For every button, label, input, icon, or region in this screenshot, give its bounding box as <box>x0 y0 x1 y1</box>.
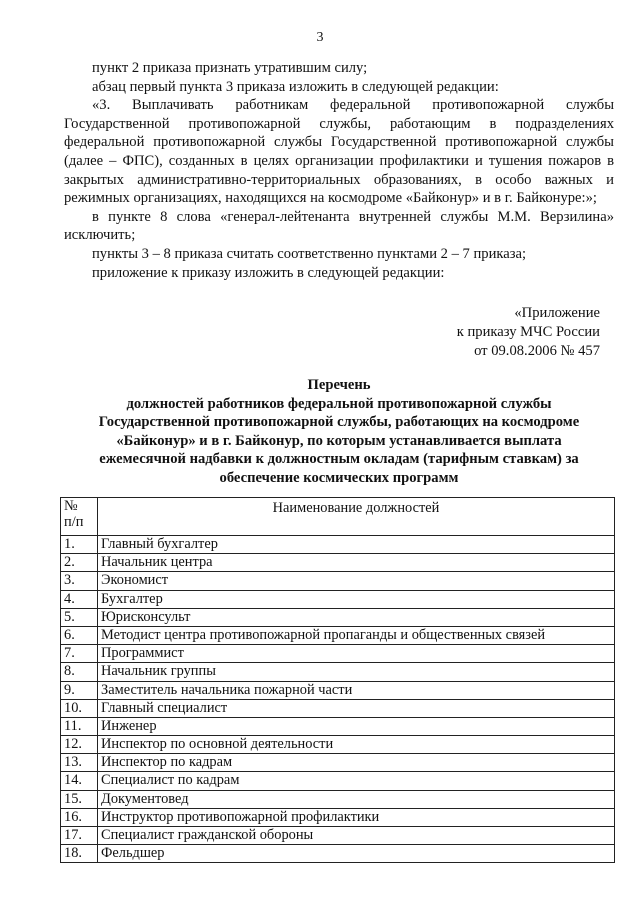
table-row <box>61 845 615 863</box>
appendix-reference <box>457 304 600 361</box>
row-position-name: Начальник центра <box>98 554 615 572</box>
table-row <box>61 790 615 808</box>
row-number: 2. <box>61 554 98 572</box>
paragraph: в пункте 8 слова «генерал-лейтенанта внутренней службы М.М. Верзилина» исключить; <box>64 208 614 244</box>
title-line: обеспечение космических программ <box>219 469 459 486</box>
row-number: 13. <box>61 754 98 772</box>
paragraph-quoted-clause: «3. Выплачивать работникам федеральной противопожарной службы Государственной противопожарной службы, работающим в подразделениях федеральной противопожарной службы Государственной противопожарной службы (далее – ФПС), созданных в целях организации профилактики и тушения пожаров в закрытых административно-территориальных образованиях, в особо важных и режимных организациях, находящихся на космодроме «Байконур» и в г. Байконуре:»; <box>64 97 614 207</box>
title-line: Перечень <box>307 377 371 393</box>
table-row <box>61 754 615 772</box>
row-position-name: Инспектор по кадрам <box>98 754 615 772</box>
row-position-name: Инструктор противопожарной профилактики <box>98 808 615 826</box>
row-number: 10. <box>61 699 98 717</box>
table-row <box>61 827 615 845</box>
row-position-name: Методист центра противопожарной пропаганды и общественных связей <box>98 626 615 644</box>
title-line: ежемесячной надбавки к должностным окладам (тарифным ставкам) за <box>99 451 579 468</box>
row-position-name: Начальник группы <box>98 663 615 681</box>
row-number: 5. <box>61 608 98 626</box>
row-position-name: Инженер <box>98 717 615 735</box>
row-position-name: Специалист по кадрам <box>98 772 615 790</box>
title-line: должностей работников федеральной противопожарной службы <box>126 395 552 412</box>
table-row <box>61 554 615 572</box>
header-number <box>61 498 98 536</box>
title-line: Государственной противопожарной службы, работающих на космодроме <box>98 414 580 431</box>
positions-table <box>60 497 615 863</box>
table-row <box>61 608 615 626</box>
appendix-line: к приказу МЧС России <box>456 324 600 340</box>
row-number: 3. <box>61 572 98 590</box>
body-text <box>64 59 614 282</box>
table-row <box>61 590 615 608</box>
row-position-name: Документовед <box>98 790 615 808</box>
table-row <box>61 536 615 554</box>
table-row <box>61 717 615 735</box>
row-number: 15. <box>61 790 98 808</box>
row-position-name: Главный специалист <box>98 699 615 717</box>
header-number-line: п/п <box>64 514 84 530</box>
row-position-name: Бухгалтер <box>98 590 615 608</box>
table-row <box>61 736 615 754</box>
table-row <box>61 645 615 663</box>
row-position-name: Главный бухгалтер <box>98 536 615 554</box>
row-position-name: Экономист <box>98 572 615 590</box>
appendix-line: «Приложение <box>514 305 600 321</box>
row-number: 8. <box>61 663 98 681</box>
row-position-name: Специалист гражданской обороны <box>98 827 615 845</box>
row-number: 16. <box>61 808 98 826</box>
paragraph: абзац первый пункта 3 приказа изложить в следующей редакции: <box>92 78 499 95</box>
row-number: 17. <box>61 827 98 845</box>
row-number: 4. <box>61 590 98 608</box>
row-number: 7. <box>61 645 98 663</box>
list-title <box>64 376 614 488</box>
table-row <box>61 772 615 790</box>
paragraph: приложение к приказу изложить в следующей редакции: <box>92 264 445 281</box>
header-position-name: Наименование должностей <box>98 498 615 536</box>
table-header-row <box>61 498 615 536</box>
row-number: 18. <box>61 845 98 863</box>
table-row <box>61 572 615 590</box>
table-row <box>61 681 615 699</box>
table-row <box>61 808 615 826</box>
title-line: «Байконур» и в г. Байконур, по которым устанавливается выплата <box>116 432 562 449</box>
table-row <box>61 663 615 681</box>
row-position-name: Инспектор по основной деятельности <box>98 736 615 754</box>
table-row <box>61 626 615 644</box>
table-body <box>61 536 615 863</box>
row-number: 9. <box>61 681 98 699</box>
header-number-line: № <box>64 498 78 514</box>
paragraph: пункт 2 приказа признать утратившим силу; <box>92 60 368 76</box>
row-position-name: Юрисконсульт <box>98 608 615 626</box>
row-number: 14. <box>61 772 98 790</box>
paragraph: пункты 3 – 8 приказа считать соответственно пунктами 2 – 7 приказа; <box>92 245 527 262</box>
row-position-name: Программист <box>98 645 615 663</box>
row-number: 12. <box>61 736 98 754</box>
row-number: 1. <box>61 536 98 554</box>
row-number: 11. <box>61 717 98 735</box>
table-row <box>61 699 615 717</box>
row-position-name: Фельдшер <box>98 845 615 863</box>
page-number: 3 <box>316 30 324 45</box>
appendix-line: от 09.08.2006 № 457 <box>474 343 600 359</box>
row-position-name: Заместитель начальника пожарной части <box>98 681 615 699</box>
row-number: 6. <box>61 626 98 644</box>
